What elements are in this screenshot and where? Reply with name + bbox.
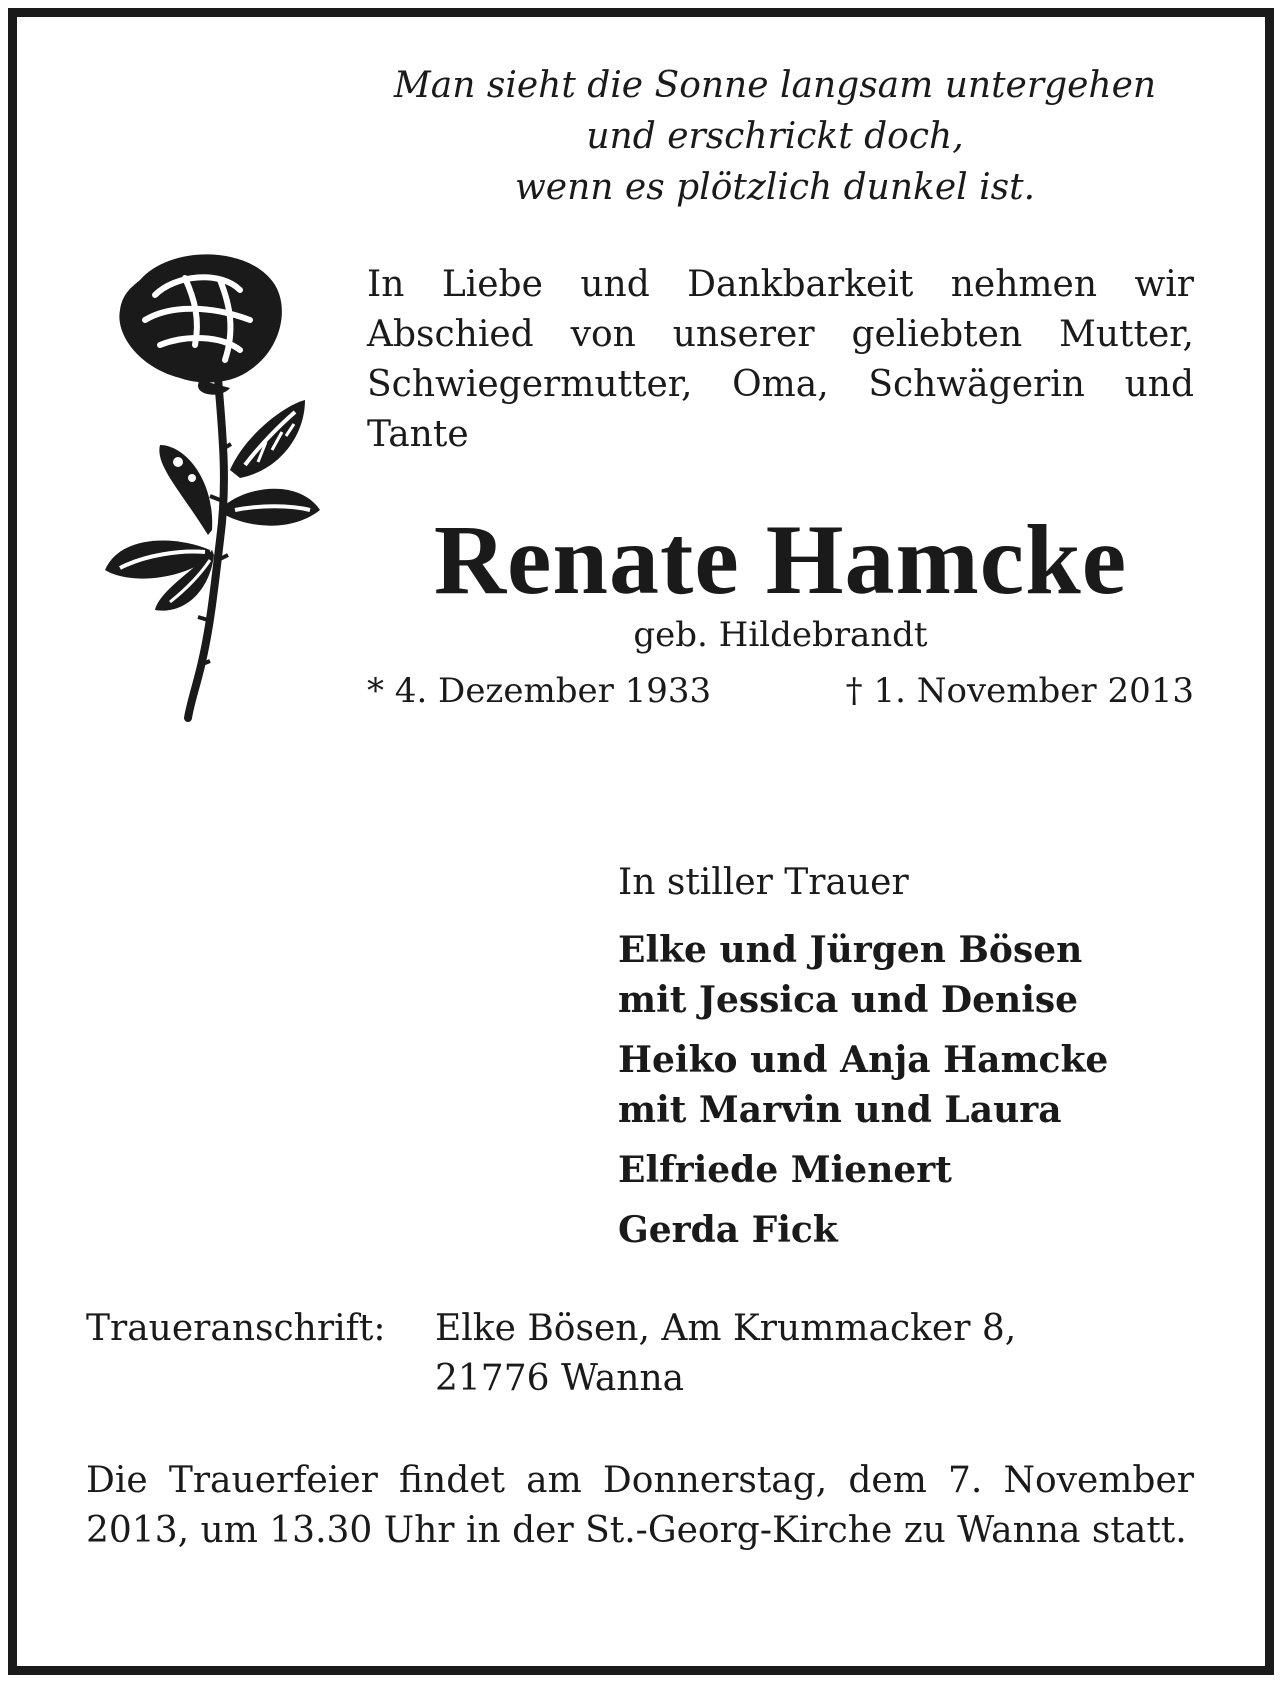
address-line: Elke Bösen, Am Krummacker 8, [435,1308,1017,1349]
life-dates [367,668,1194,714]
quote-line: wenn es plötzlich dunkel ist. [514,167,1036,208]
address-line: 21776 Wanna [435,1358,685,1399]
mourner-line: Elfriede Mienert [618,1149,952,1191]
birth-name: geb. Hildebrandt [633,615,928,655]
deceased-name: Renate Hamcke [433,504,1128,615]
address-label: Traueranschrift: [86,1308,386,1349]
death-date: † 1. November 2013 [845,671,1194,711]
mourner-list [618,925,1178,1265]
poem-quote [355,60,1195,213]
mourner-line: Elke und Jürgen Bösen [618,929,1083,971]
mourning-lead: In stiller Trauer [618,862,909,903]
intro-text: In Liebe und Dankbarkeit nehmen wir Abschied von unserer geliebten Mutter, Schwiegermutter, Oma, Schwägerin und Tante [367,264,1194,455]
birth-date: * 4. Dezember 1933 [367,671,712,711]
service-info: Die Trauerfeier findet am Donnerstag, dem 7. November 2013, um 13.30 Uhr in der St.-Georg-Kirche zu Wanna statt. [86,1460,1194,1551]
mourner-line: mit Marvin und Laura [618,1089,1062,1131]
rose-icon [100,250,325,730]
mourner-line: Gerda Fick [618,1209,838,1251]
quote-line: Man sieht die Sonne langsam untergehen [393,65,1157,106]
mourner-line: mit Jessica und Denise [618,979,1079,1021]
mourner-group [618,925,1178,1025]
address-value [435,1304,1016,1404]
quote-line: und erschrickt doch, [586,116,964,157]
mourner-line: Heiko und Anja Hamcke [618,1039,1109,1081]
mourner-group [618,1145,1178,1195]
mourner-group [618,1205,1178,1255]
mourner-group [618,1035,1178,1135]
